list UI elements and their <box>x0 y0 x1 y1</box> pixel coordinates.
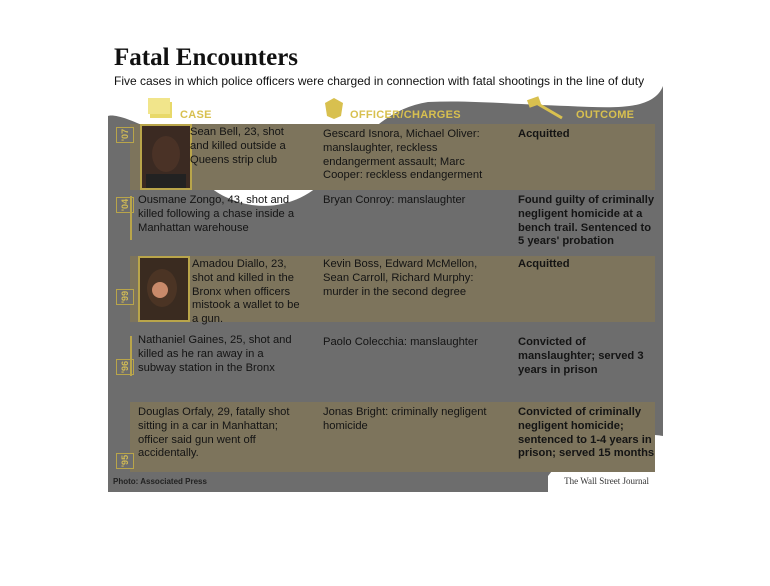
year-tag: '96 <box>116 359 134 375</box>
year-tag: '99 <box>116 289 134 305</box>
police-badge-icon <box>322 96 346 120</box>
page-title: Fatal Encounters <box>114 44 299 71</box>
case-text: Amadou Diallo, 23, shot and killed in the Bronx when officers mistook a wallet to be a gun. <box>192 258 300 326</box>
photo-credit: Photo: Associated Press <box>113 477 207 486</box>
officer-charges: Gescard Isnora, Michael Oliver: manslaughter, reckless endangerment assault; Marc Cooper: reckless endangerment <box>323 128 483 182</box>
officer-charges: Bryan Conroy: manslaughter <box>323 194 466 206</box>
stack-of-papers-icon <box>146 96 176 120</box>
outcome-text: Found guilty of criminally negligent homicide at a bench trail. Sentenced to 5 years' probation <box>518 194 655 248</box>
case-text: Douglas Orfaly, 29, fatally shot sitting in a car in Manhattan; officer said gun went off accidentally. <box>138 406 290 460</box>
year-line <box>130 196 132 240</box>
case-text: Nathaniel Gaines, 25, shot and killed as he ran away in a subway station in the Bronx <box>138 334 292 374</box>
victim-photo <box>140 124 192 190</box>
year-tag: '04 <box>116 197 134 213</box>
officer-charges: Paolo Colecchia: manslaughter <box>323 336 478 348</box>
brand-logo: The Wall Street Journal <box>564 476 649 486</box>
outcome-text: Acquitted <box>518 128 570 140</box>
outcome-text: Convicted of manslaughter; served 3 years in prison <box>518 336 644 376</box>
header-outcome: OUTCOME <box>576 109 635 121</box>
officer-charges: Jonas Bright: criminally negligent homicide <box>323 406 487 432</box>
case-text: Ousmane Zongo, 43, shot and killed following a chase inside a Manhattan warehouse <box>138 194 295 234</box>
gavel-icon <box>526 92 566 122</box>
case-text: Sean Bell, 23, shot and killed outside a Queens strip club <box>190 126 286 166</box>
year-tag: '95 <box>116 453 134 469</box>
officer-charges: Kevin Boss, Edward McMellon, Sean Carroll, Richard Murphy: murder in the second degree <box>323 258 478 298</box>
outcome-text: Acquitted <box>518 258 570 270</box>
outcome-text: Convicted of criminally negligent homicide; sentenced to 1-4 years in prison; served 15 months <box>518 406 655 460</box>
infographic <box>108 36 663 492</box>
header-officer: OFFICER/CHARGES <box>350 109 461 121</box>
year-tag: '07 <box>116 127 134 143</box>
year-line <box>130 336 132 376</box>
page-subtitle: Five cases in which police officers were charged in connection with fatal shootings in the line of duty <box>114 74 645 88</box>
header-case: CASE <box>180 109 212 121</box>
victim-photo <box>138 256 190 322</box>
